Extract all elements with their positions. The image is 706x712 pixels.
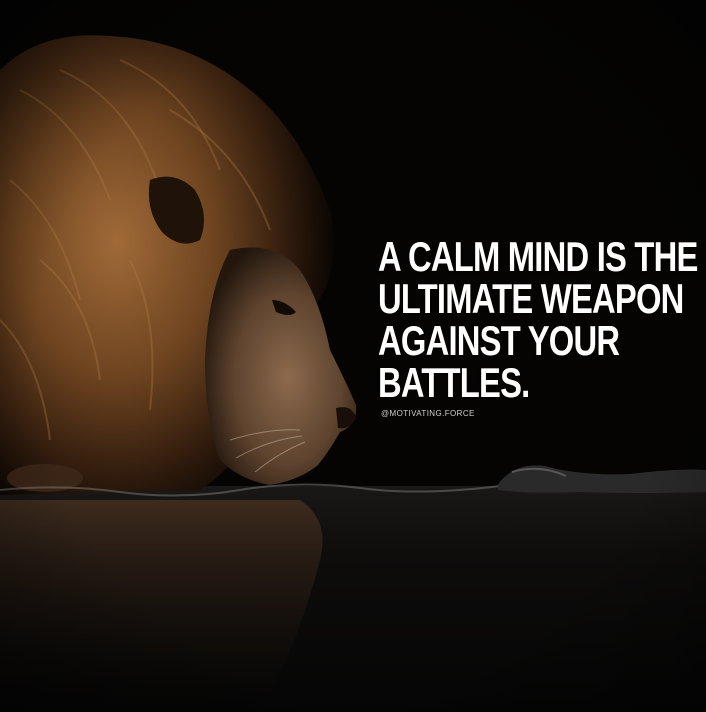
credit-handle: @MOTIVATING.FORCE [381, 409, 475, 418]
quote-line: BATTLES. [378, 359, 530, 406]
quote-line: AGAINST YOUR [378, 317, 620, 364]
quote-text [378, 233, 698, 406]
quote-line: ULTIMATE WEAPON [378, 275, 684, 322]
quote-line: A CALM MIND IS THE [378, 233, 698, 280]
